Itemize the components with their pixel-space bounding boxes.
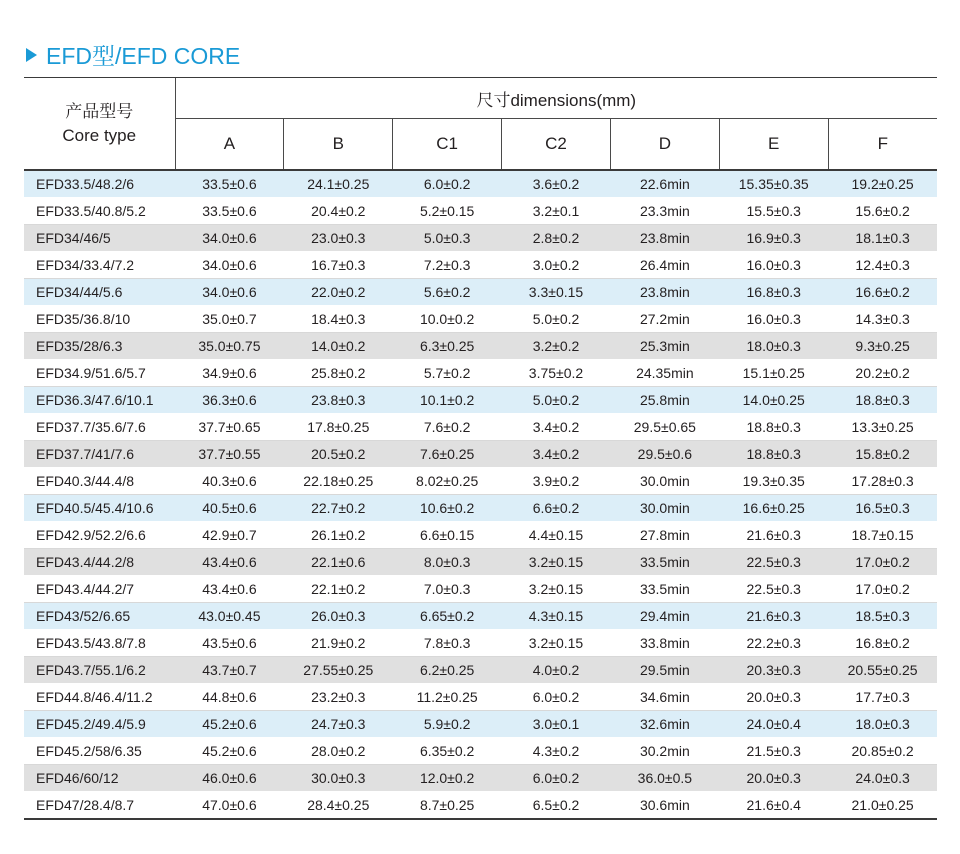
dimension-cell: 5.6±0.2 [393, 279, 502, 306]
dimension-cell: 10.6±0.2 [393, 495, 502, 522]
dimension-cell: 5.2±0.15 [393, 198, 502, 225]
table-row [24, 468, 937, 495]
dimension-cell: 17.7±0.3 [828, 684, 937, 711]
page-title-text: EFD型/EFD CORE [46, 43, 241, 69]
dimension-cell: 23.8±0.3 [284, 387, 393, 414]
dimension-cell: 5.7±0.2 [393, 360, 502, 387]
table-row [24, 495, 937, 522]
dimension-cell: 10.1±0.2 [393, 387, 502, 414]
column-header-f: F [828, 119, 937, 171]
core-type-cell: EFD40.5/45.4/10.6 [24, 495, 175, 522]
core-type-cell: EFD40.3/44.4/8 [24, 468, 175, 495]
dimension-cell: 7.8±0.3 [393, 630, 502, 657]
core-type-cell: EFD33.5/40.8/5.2 [24, 198, 175, 225]
core-type-cell: EFD43.4/44.2/7 [24, 576, 175, 603]
dimension-cell: 18.0±0.3 [828, 711, 937, 738]
dimension-cell: 7.6±0.2 [393, 414, 502, 441]
table-row [24, 576, 937, 603]
core-type-cell: EFD37.7/35.6/7.6 [24, 414, 175, 441]
dimension-cell: 22.6min [610, 170, 719, 198]
dimension-cell: 23.8min [610, 225, 719, 252]
core-type-cell: EFD43.5/43.8/7.8 [24, 630, 175, 657]
dimension-cell: 43.4±0.6 [175, 576, 284, 603]
table-row [24, 549, 937, 576]
dimension-cell: 8.7±0.25 [393, 792, 502, 820]
dimension-cell: 23.2±0.3 [284, 684, 393, 711]
dimension-cell: 43.5±0.6 [175, 630, 284, 657]
table-row [24, 522, 937, 549]
dimension-cell: 20.85±0.2 [828, 738, 937, 765]
dimension-cell: 43.4±0.6 [175, 549, 284, 576]
dimension-cell: 21.9±0.2 [284, 630, 393, 657]
dimension-cell: 18.0±0.3 [719, 333, 828, 360]
dimension-cell: 5.0±0.3 [393, 225, 502, 252]
dimension-cell: 18.1±0.3 [828, 225, 937, 252]
dimension-cell: 10.0±0.2 [393, 306, 502, 333]
dimension-cell: 22.1±0.6 [284, 549, 393, 576]
column-header-d: D [610, 119, 719, 171]
dimension-cell: 6.2±0.25 [393, 657, 502, 684]
dimension-cell: 16.0±0.3 [719, 252, 828, 279]
dimension-cell: 22.7±0.2 [284, 495, 393, 522]
dimension-cell: 34.0±0.6 [175, 225, 284, 252]
table-row [24, 387, 937, 414]
core-type-cell: EFD34/33.4/7.2 [24, 252, 175, 279]
dimension-cell: 27.55±0.25 [284, 657, 393, 684]
dimension-cell: 34.9±0.6 [175, 360, 284, 387]
dimension-cell: 17.0±0.2 [828, 576, 937, 603]
core-type-cell: EFD43.4/44.2/8 [24, 549, 175, 576]
dimension-cell: 17.0±0.2 [828, 549, 937, 576]
core-type-cell: EFD44.8/46.4/11.2 [24, 684, 175, 711]
dimension-cell: 6.6±0.15 [393, 522, 502, 549]
dimension-cell: 22.2±0.3 [719, 630, 828, 657]
table-row [24, 225, 937, 252]
dimension-cell: 37.7±0.55 [175, 441, 284, 468]
dimension-cell: 17.28±0.3 [828, 468, 937, 495]
dimension-cell: 3.4±0.2 [502, 414, 611, 441]
core-type-cell: EFD43.7/55.1/6.2 [24, 657, 175, 684]
dimension-cell: 25.8min [610, 387, 719, 414]
table-row [24, 306, 937, 333]
dimension-cell: 26.1±0.2 [284, 522, 393, 549]
dimension-cell: 40.3±0.6 [175, 468, 284, 495]
dimension-cell: 18.7±0.15 [828, 522, 937, 549]
dimension-cell: 3.2±0.1 [502, 198, 611, 225]
dimension-cell: 36.3±0.6 [175, 387, 284, 414]
dimension-cell: 16.0±0.3 [719, 306, 828, 333]
core-type-header-en: Core type [62, 125, 137, 145]
dimension-cell: 33.8min [610, 630, 719, 657]
core-type-cell: EFD35/36.8/10 [24, 306, 175, 333]
dimension-cell: 6.3±0.25 [393, 333, 502, 360]
dimension-cell: 3.9±0.2 [502, 468, 611, 495]
dimension-cell: 24.7±0.3 [284, 711, 393, 738]
dimension-cell: 24.0±0.3 [828, 765, 937, 792]
core-type-cell: EFD47/28.4/8.7 [24, 792, 175, 820]
dimension-cell: 15.5±0.3 [719, 198, 828, 225]
column-header-c1: C1 [393, 119, 502, 171]
dimension-cell: 4.3±0.15 [502, 603, 611, 630]
table-row [24, 738, 937, 765]
dimension-cell: 20.2±0.2 [828, 360, 937, 387]
dimension-cell: 22.5±0.3 [719, 576, 828, 603]
dimension-cell: 3.2±0.15 [502, 576, 611, 603]
dimension-cell: 18.4±0.3 [284, 306, 393, 333]
dimension-cell: 2.8±0.2 [502, 225, 611, 252]
dimension-cell: 27.2min [610, 306, 719, 333]
dimension-cell: 14.3±0.3 [828, 306, 937, 333]
dimension-cell: 24.0±0.4 [719, 711, 828, 738]
core-type-cell: EFD45.2/58/6.35 [24, 738, 175, 765]
table-row [24, 684, 937, 711]
triangle-bullet-icon [26, 48, 37, 62]
dimension-cell: 16.9±0.3 [719, 225, 828, 252]
column-header-e: E [719, 119, 828, 171]
dimension-cell: 43.0±0.45 [175, 603, 284, 630]
table-row [24, 360, 937, 387]
dimension-cell: 12.0±0.2 [393, 765, 502, 792]
dimension-cell: 42.9±0.7 [175, 522, 284, 549]
dimension-cell: 29.5min [610, 657, 719, 684]
dimension-cell: 19.3±0.35 [719, 468, 828, 495]
table-row [24, 252, 937, 279]
dimension-cell: 18.8±0.3 [828, 387, 937, 414]
table-row [24, 279, 937, 306]
dimension-cell: 15.35±0.35 [719, 170, 828, 198]
dimension-cell: 33.5min [610, 549, 719, 576]
dimension-cell: 5.0±0.2 [502, 306, 611, 333]
dimension-cell: 37.7±0.65 [175, 414, 284, 441]
dimension-cell: 12.4±0.3 [828, 252, 937, 279]
dimension-cell: 6.0±0.2 [502, 765, 611, 792]
dimension-cell: 15.6±0.2 [828, 198, 937, 225]
dimension-cell: 9.3±0.25 [828, 333, 937, 360]
dimension-cell: 21.6±0.3 [719, 603, 828, 630]
dimension-cell: 25.3min [610, 333, 719, 360]
dimension-cell: 44.8±0.6 [175, 684, 284, 711]
core-type-cell: EFD45.2/49.4/5.9 [24, 711, 175, 738]
table-row [24, 792, 937, 820]
dimension-cell: 46.0±0.6 [175, 765, 284, 792]
core-type-cell: EFD34.9/51.6/5.7 [24, 360, 175, 387]
dimension-cell: 22.1±0.2 [284, 576, 393, 603]
core-type-cell: EFD46/60/12 [24, 765, 175, 792]
dimension-cell: 8.0±0.3 [393, 549, 502, 576]
dimensions-group-header: 尺寸dimensions(mm) [175, 78, 937, 119]
dimension-cell: 26.0±0.3 [284, 603, 393, 630]
dimension-cell: 29.5±0.65 [610, 414, 719, 441]
dimension-cell: 17.8±0.25 [284, 414, 393, 441]
dimension-cell: 11.2±0.25 [393, 684, 502, 711]
dimension-cell: 6.35±0.2 [393, 738, 502, 765]
core-type-header [24, 78, 175, 171]
dimension-cell: 36.0±0.5 [610, 765, 719, 792]
dimension-cell: 5.9±0.2 [393, 711, 502, 738]
dimension-cell: 29.4min [610, 603, 719, 630]
table-row [24, 657, 937, 684]
dimension-cell: 45.2±0.6 [175, 738, 284, 765]
dimension-cell: 19.2±0.25 [828, 170, 937, 198]
dimension-cell: 4.4±0.15 [502, 522, 611, 549]
core-type-header-cn: 产品型号 [65, 101, 134, 121]
dimension-cell: 40.5±0.6 [175, 495, 284, 522]
dimension-cell: 33.5±0.6 [175, 198, 284, 225]
dimension-cell: 3.2±0.2 [502, 333, 611, 360]
dimension-cell: 16.6±0.2 [828, 279, 937, 306]
dimension-cell: 20.0±0.3 [719, 684, 828, 711]
dimension-cell: 13.3±0.25 [828, 414, 937, 441]
dimension-cell: 16.6±0.25 [719, 495, 828, 522]
dimension-cell: 4.3±0.2 [502, 738, 611, 765]
dimension-cell: 3.6±0.2 [502, 170, 611, 198]
dimension-cell: 32.6min [610, 711, 719, 738]
core-type-cell: EFD42.9/52.2/6.6 [24, 522, 175, 549]
dimension-cell: 16.7±0.3 [284, 252, 393, 279]
core-type-cell: EFD37.7/41/7.6 [24, 441, 175, 468]
dimension-cell: 23.8min [610, 279, 719, 306]
dimension-cell: 26.4min [610, 252, 719, 279]
table-row [24, 711, 937, 738]
table-row [24, 441, 937, 468]
dimension-cell: 6.65±0.2 [393, 603, 502, 630]
dimension-cell: 24.1±0.25 [284, 170, 393, 198]
dimension-cell: 7.6±0.25 [393, 441, 502, 468]
dimension-cell: 22.0±0.2 [284, 279, 393, 306]
column-header-a: A [175, 119, 284, 171]
dimension-cell: 25.8±0.2 [284, 360, 393, 387]
table-row [24, 414, 937, 441]
dimension-cell: 23.3min [610, 198, 719, 225]
dimension-cell: 34.0±0.6 [175, 252, 284, 279]
dimension-cell: 20.3±0.3 [719, 657, 828, 684]
dimension-cell: 20.55±0.25 [828, 657, 937, 684]
dimension-cell: 4.0±0.2 [502, 657, 611, 684]
dimension-cell: 22.18±0.25 [284, 468, 393, 495]
dimension-cell: 30.0min [610, 495, 719, 522]
dimension-cell: 3.2±0.15 [502, 630, 611, 657]
dimension-cell: 16.8±0.3 [719, 279, 828, 306]
dimension-cell: 34.0±0.6 [175, 279, 284, 306]
dimension-cell: 33.5±0.6 [175, 170, 284, 198]
dimension-cell: 22.5±0.3 [719, 549, 828, 576]
dimension-cell: 18.8±0.3 [719, 441, 828, 468]
dimension-cell: 35.0±0.75 [175, 333, 284, 360]
dimension-cell: 21.0±0.25 [828, 792, 937, 820]
dimension-cell: 20.0±0.3 [719, 765, 828, 792]
dimension-cell: 8.02±0.25 [393, 468, 502, 495]
dimension-cell: 34.6min [610, 684, 719, 711]
dimension-cell: 45.2±0.6 [175, 711, 284, 738]
core-type-cell: EFD33.5/48.2/6 [24, 170, 175, 198]
dimension-cell: 21.6±0.4 [719, 792, 828, 820]
dimension-cell: 3.4±0.2 [502, 441, 611, 468]
dimension-cell: 3.0±0.1 [502, 711, 611, 738]
page-title [26, 38, 240, 71]
dimension-cell: 3.75±0.2 [502, 360, 611, 387]
dimension-cell: 6.0±0.2 [393, 170, 502, 198]
table-row [24, 765, 937, 792]
table-row [24, 170, 937, 198]
dimension-cell: 14.0±0.2 [284, 333, 393, 360]
dimension-cell: 24.35min [610, 360, 719, 387]
column-header-b: B [284, 119, 393, 171]
table-body [24, 170, 937, 819]
dimension-cell: 28.4±0.25 [284, 792, 393, 820]
dimension-cell: 3.0±0.2 [502, 252, 611, 279]
dimension-cell: 6.6±0.2 [502, 495, 611, 522]
dimension-cell: 7.2±0.3 [393, 252, 502, 279]
dimension-cell: 3.2±0.15 [502, 549, 611, 576]
dimension-cell: 14.0±0.25 [719, 387, 828, 414]
dimension-cell: 18.5±0.3 [828, 603, 937, 630]
core-type-cell: EFD35/28/6.3 [24, 333, 175, 360]
dimension-cell: 29.5±0.6 [610, 441, 719, 468]
core-dimensions-table [24, 77, 937, 820]
core-type-cell: EFD43/52/6.65 [24, 603, 175, 630]
core-type-cell: EFD34/46/5 [24, 225, 175, 252]
dimension-cell: 6.0±0.2 [502, 684, 611, 711]
dimension-cell: 21.5±0.3 [719, 738, 828, 765]
dimension-cell: 7.0±0.3 [393, 576, 502, 603]
dimension-cell: 27.8min [610, 522, 719, 549]
dimension-cell: 18.8±0.3 [719, 414, 828, 441]
dimension-cell: 16.8±0.2 [828, 630, 937, 657]
column-header-c2: C2 [502, 119, 611, 171]
dimension-cell: 3.3±0.15 [502, 279, 611, 306]
core-type-cell: EFD36.3/47.6/10.1 [24, 387, 175, 414]
dimension-cell: 30.0min [610, 468, 719, 495]
table-row [24, 333, 937, 360]
dimension-cell: 15.8±0.2 [828, 441, 937, 468]
dimension-cell: 43.7±0.7 [175, 657, 284, 684]
dimension-cell: 5.0±0.2 [502, 387, 611, 414]
table-row [24, 198, 937, 225]
dimension-cell: 33.5min [610, 576, 719, 603]
dimension-cell: 16.5±0.3 [828, 495, 937, 522]
dimension-cell: 30.6min [610, 792, 719, 820]
table-row [24, 603, 937, 630]
dimension-cell: 47.0±0.6 [175, 792, 284, 820]
dimension-cell: 35.0±0.7 [175, 306, 284, 333]
dimension-cell: 15.1±0.25 [719, 360, 828, 387]
dimension-cell: 21.6±0.3 [719, 522, 828, 549]
dimension-cell: 30.2min [610, 738, 719, 765]
dimension-cell: 30.0±0.3 [284, 765, 393, 792]
table-row [24, 630, 937, 657]
dimension-cell: 20.5±0.2 [284, 441, 393, 468]
dimension-cell: 28.0±0.2 [284, 738, 393, 765]
dimension-cell: 20.4±0.2 [284, 198, 393, 225]
core-type-cell: EFD34/44/5.6 [24, 279, 175, 306]
dimension-cell: 6.5±0.2 [502, 792, 611, 820]
dimension-cell: 23.0±0.3 [284, 225, 393, 252]
